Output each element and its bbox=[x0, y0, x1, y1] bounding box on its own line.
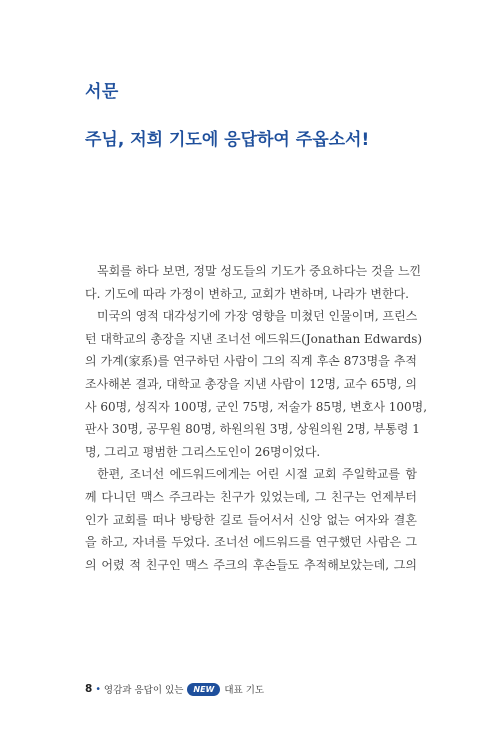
text-line: 턴 대학교의 총장을 지낸 조너선 에드워드(Jonathan Edwards) bbox=[85, 331, 423, 346]
book-title-prefix: 영감과 응답이 있는 bbox=[103, 685, 184, 696]
text-line: 조사해본 결과, 대학교 총장을 지낸 사람이 12명, 교수 65명, 의 bbox=[85, 376, 417, 391]
bullet-separator: • bbox=[95, 683, 101, 695]
text-line: 사 60명, 성직자 100명, 군인 75명, 저술가 85명, 변호사 100명, bbox=[85, 399, 428, 414]
text-line: 다. 기도에 따라 가정이 변하고, 교회가 변하며, 나라가 변한다. bbox=[85, 286, 409, 301]
text-line: 미국의 영적 대각성기에 가장 영향을 미쳤던 인물이며, 프린스 bbox=[97, 309, 418, 324]
text-line: 인가 교회를 떠나 방탕한 길로 들어서서 신앙 없는 여자와 결혼 bbox=[85, 512, 417, 527]
text-line: 을 하고, 자녀를 두었다. 조너선 에드워드를 연구했던 사람은 그 bbox=[85, 535, 417, 550]
text-line: 한편, 조너선 에드워드에게는 어린 시절 교회 주일학교를 함 bbox=[97, 467, 417, 482]
book-title-suffix: 대표 기도 bbox=[224, 685, 265, 696]
text-line: 의 어렸 적 친구인 맥스 주크의 후손들도 추적해보았는데, 그의 bbox=[85, 557, 417, 572]
chapter-title: 주님, 저희 기도에 응답하여 주옵소서! bbox=[85, 130, 370, 150]
new-badge: NEW bbox=[187, 683, 220, 696]
text-line: 판사 30명, 공무원 80명, 하원의원 3명, 상원의원 2명, 부통령 1 bbox=[85, 422, 420, 437]
page-number: 8 bbox=[85, 683, 93, 695]
page-footer bbox=[85, 682, 264, 696]
section-label: 서문 bbox=[85, 82, 119, 102]
text-line: 명, 그리고 평범한 그리스도인이 26명이었다. bbox=[85, 444, 321, 459]
text-line: 께 다니던 맥스 주크라는 친구가 있었는데, 그 친구는 언제부터 bbox=[85, 489, 417, 504]
body-text bbox=[85, 260, 428, 576]
text-line: 의 가계(家系)를 연구하던 사람이 그의 직계 후손 873명을 추적 bbox=[85, 354, 417, 369]
text-line: 목회를 하다 보면, 정말 성도들의 기도가 중요하다는 것을 느낀 bbox=[97, 264, 422, 278]
